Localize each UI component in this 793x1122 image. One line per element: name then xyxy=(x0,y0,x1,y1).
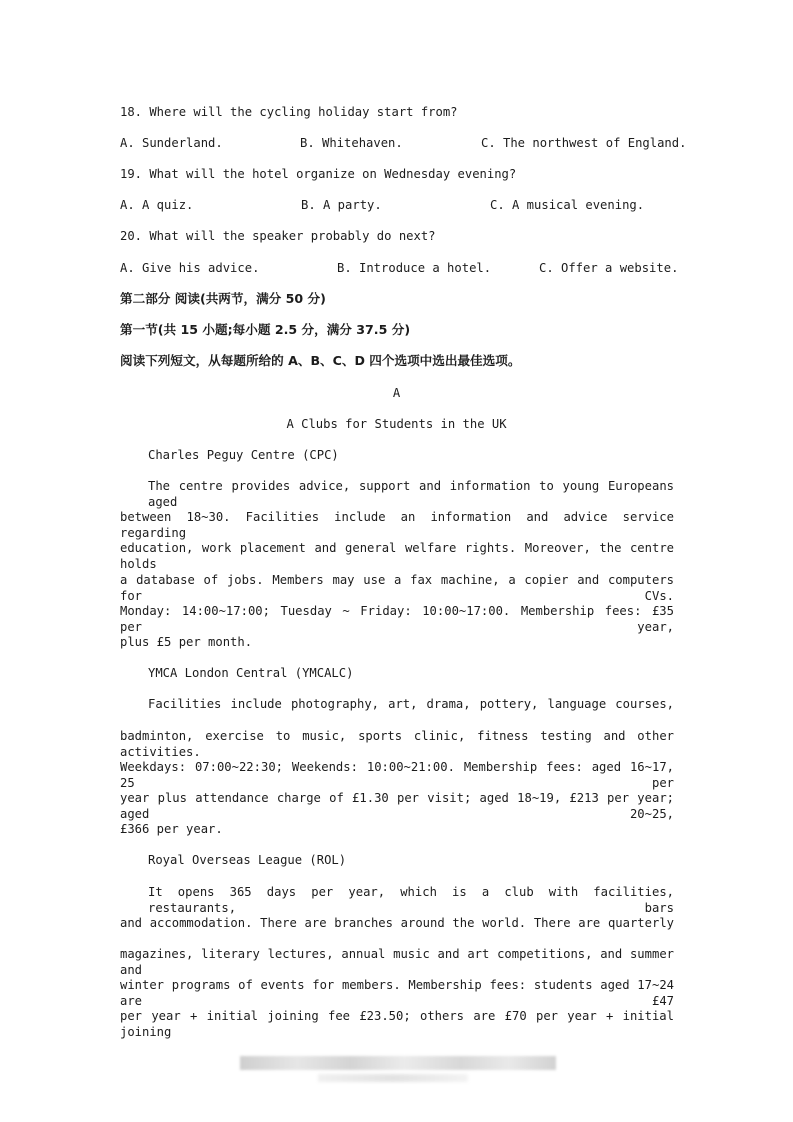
club-name-rol: Royal Overseas League (ROL) xyxy=(148,853,347,867)
club-cpc-line: plus £5 per month. xyxy=(120,635,253,649)
question-18-option-a: A. Sunderland. xyxy=(120,136,223,150)
question-18-option-b: B. Whitehaven. xyxy=(300,136,403,150)
question-19-option-c: C. A musical evening. xyxy=(490,198,645,212)
club-rol-line: It opens 365 days per year, which is a club with facilities, restaurants, bars xyxy=(148,885,674,915)
club-ymcalc-line: £366 per year. xyxy=(120,822,223,836)
question-19-option-a: A. A quiz. xyxy=(120,198,194,212)
question-19-stem: 19. What will the hotel organize on Wednesday evening? xyxy=(120,167,517,181)
passage-title: A Clubs for Students in the UK xyxy=(286,417,507,431)
club-ymcalc-line: badminton, exercise to music, sports clinic, fitness testing and other activities. xyxy=(120,729,674,759)
blurred-footer-watermark-secondary xyxy=(318,1074,468,1082)
blurred-footer-watermark xyxy=(240,1056,556,1070)
part-title: 第二部分 阅读(共两节，满分 50 分) xyxy=(120,291,326,306)
question-20-option-c: C. Offer a website. xyxy=(539,261,679,275)
club-rol-line: winter programs of events for members. Membership fees: students aged 17~24 are £47 xyxy=(120,978,674,1008)
section-instruction: 阅读下列短文，从每题所给的 A、B、C、D 四个选项中选出最佳选项。 xyxy=(120,353,521,368)
question-20-stem: 20. What will the speaker probably do next? xyxy=(120,229,436,243)
club-cpc-line: between 18~30. Facilities include an information and advice service regarding xyxy=(120,510,674,540)
question-18-stem: 18. Where will the cycling holiday start from? xyxy=(120,105,458,119)
question-20-option-a: A. Give his advice. xyxy=(120,261,260,275)
club-name-ymcalc: YMCA London Central (YMCALC) xyxy=(148,666,354,680)
question-19-option-b: B. A party. xyxy=(301,198,382,212)
club-rol-line: magazines, literary lectures, annual music and art competitions, and summer and xyxy=(120,947,674,977)
club-ymcalc-line: Facilities include photography, art, drama, pottery, language courses, xyxy=(148,697,674,711)
club-name-cpc: Charles Peguy Centre (CPC) xyxy=(148,448,339,462)
club-cpc-line: education, work placement and general welfare rights. Moreover, the centre holds xyxy=(120,541,674,571)
club-cpc-line: a database of jobs. Members may use a fax machine, a copier and computers for CVs. xyxy=(120,573,674,603)
question-20-option-b: B. Introduce a hotel. xyxy=(337,261,492,275)
passage-letter: A xyxy=(392,386,401,400)
club-rol-line: and accommodation. There are branches around the world. There are quarterly xyxy=(120,916,674,930)
club-cpc-line: The centre provides advice, support and information to young Europeans aged xyxy=(148,479,674,509)
club-ymcalc-line: Weekdays: 07:00~22:30; Weekends: 10:00~21:00. Membership fees: aged 16~17, 25 per xyxy=(120,760,674,790)
section-title: 第一节(共 15 小题;每小题 2.5 分，满分 37.5 分) xyxy=(120,322,411,337)
club-cpc-line: Monday: 14:00~17:00; Tuesday ~ Friday: 10:00~17:00. Membership fees: £35 per year, xyxy=(120,604,674,634)
club-ymcalc-line: year plus attendance charge of £1.30 per visit; aged 18~19, £213 per year; aged 20~25, xyxy=(120,791,674,821)
question-18-option-c: C. The northwest of England. xyxy=(481,136,687,150)
club-rol-line: per year + initial joining fee £23.50; others are £70 per year + initial joining xyxy=(120,1009,674,1039)
